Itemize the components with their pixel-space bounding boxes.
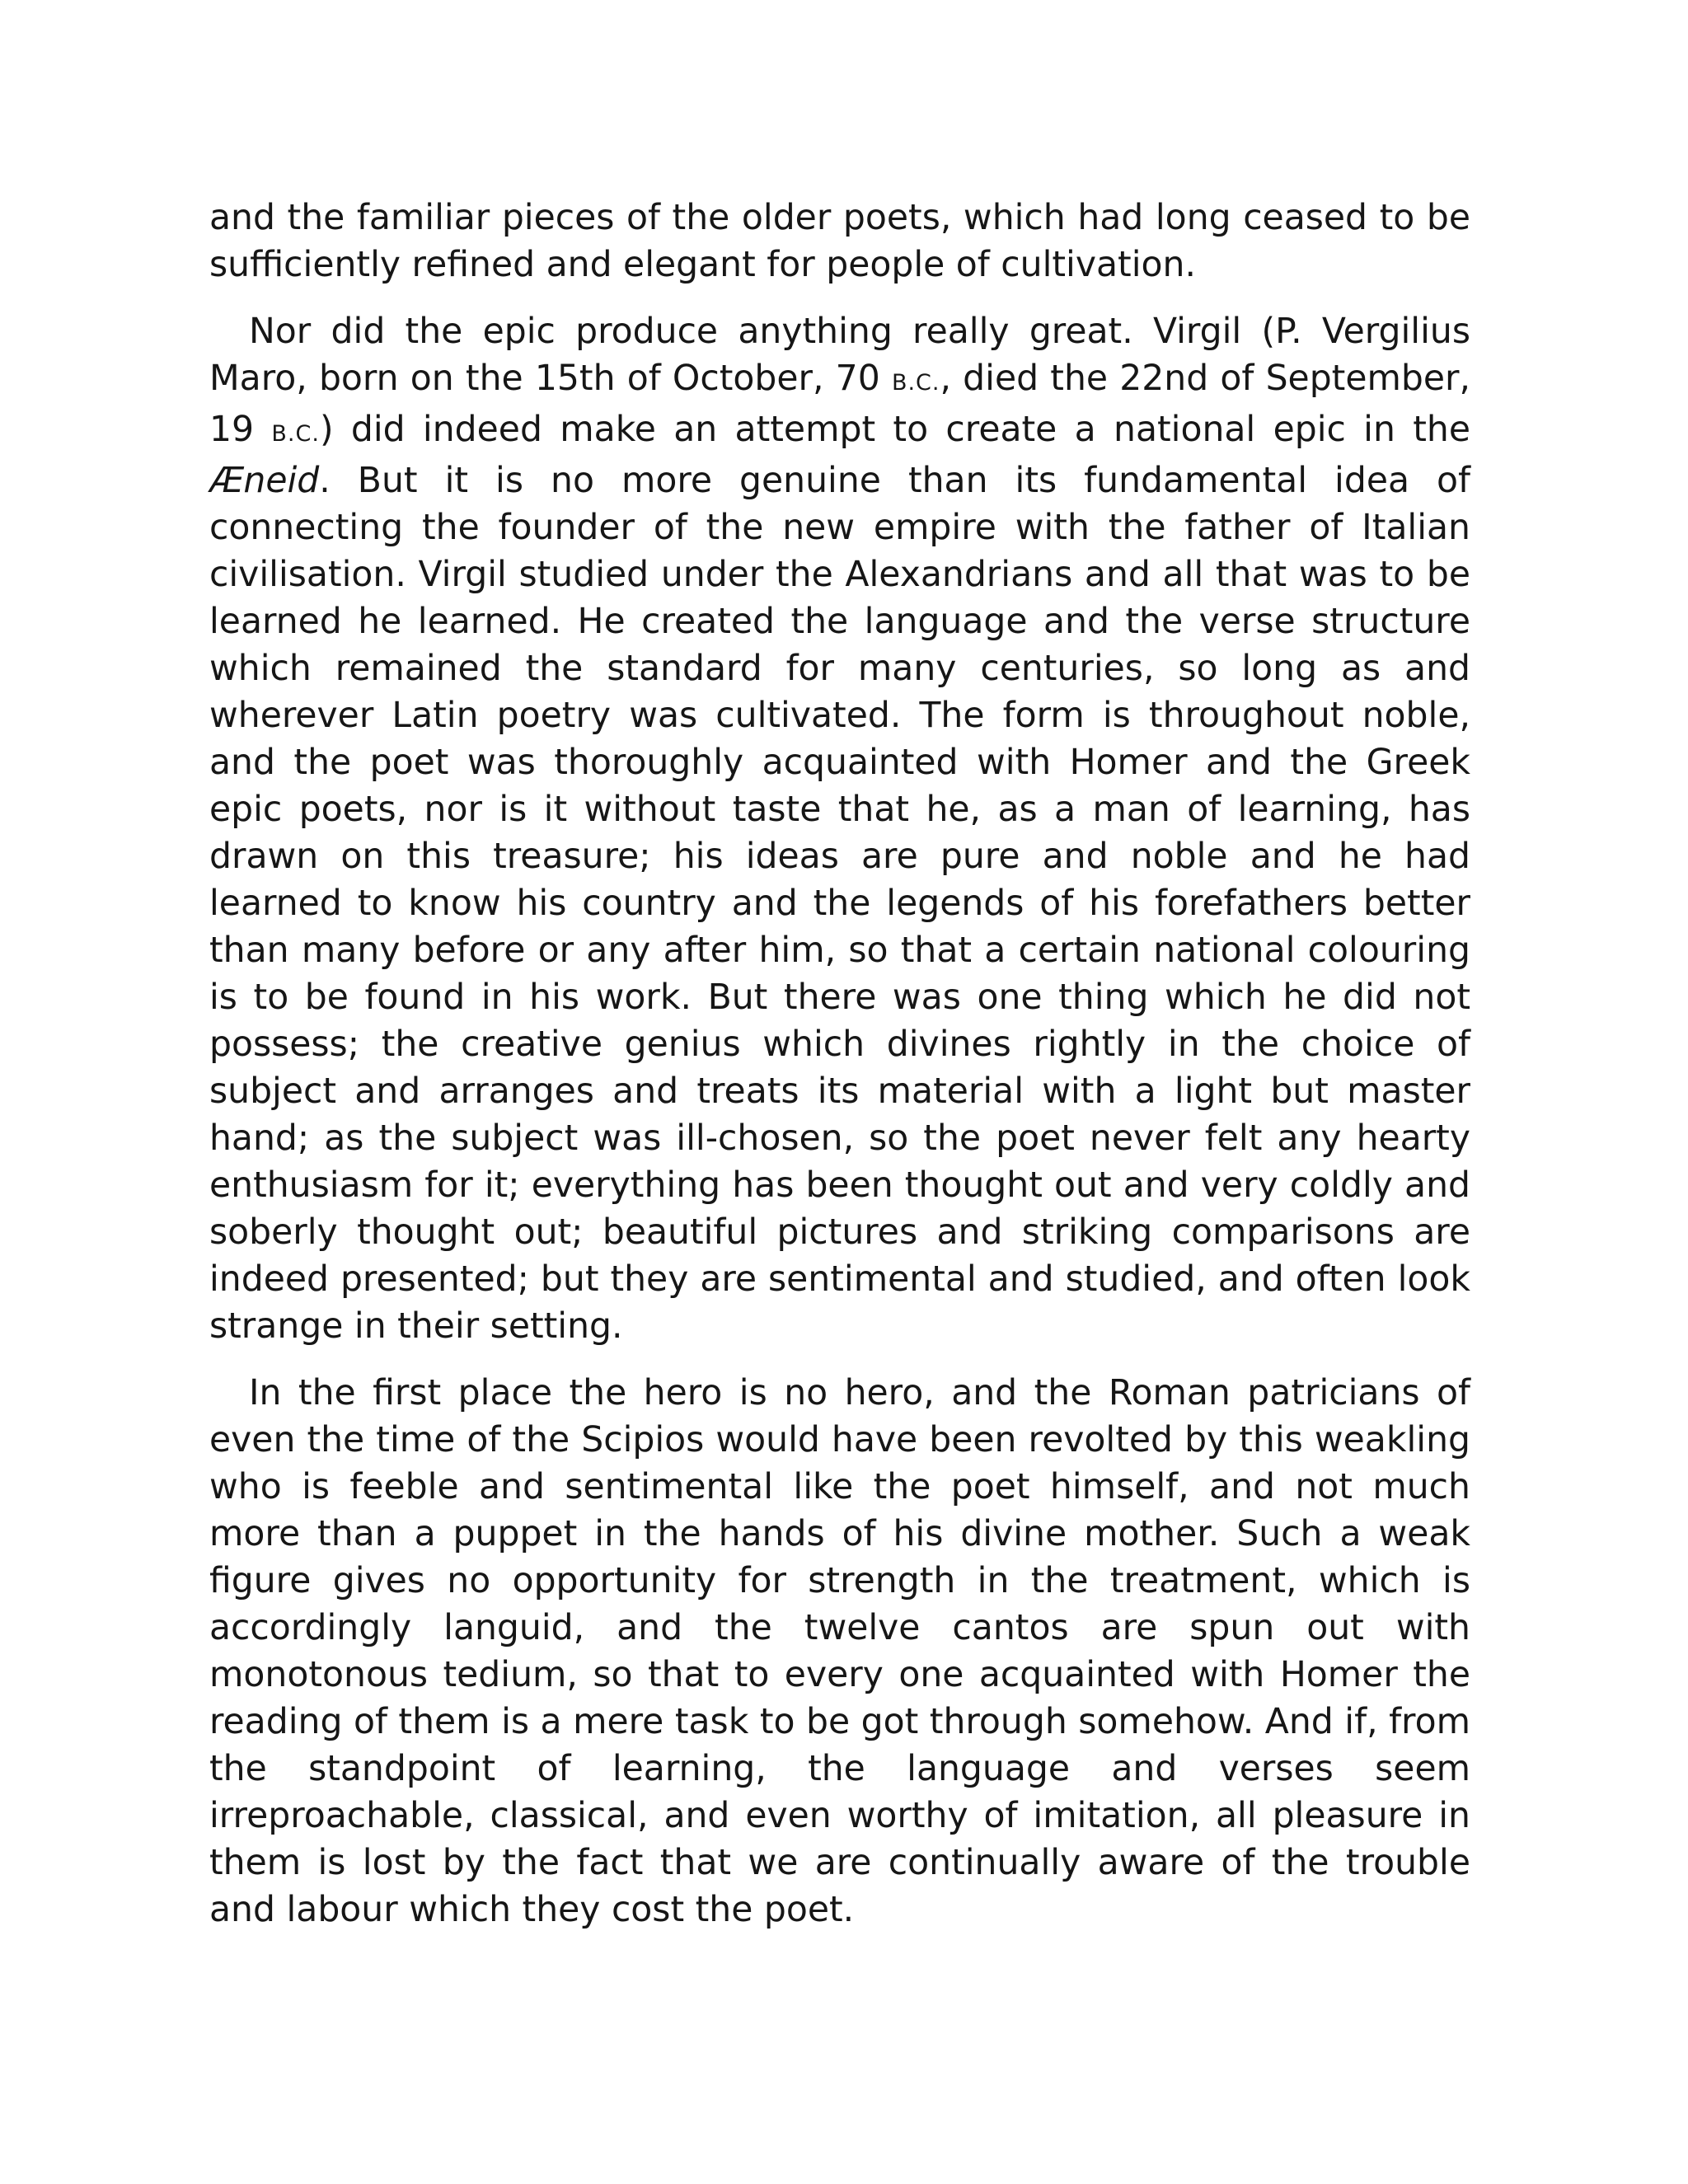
paragraph-2-text-d: . But it is no more genuine than its fundamental idea of connecting the founder of the new empire with the father of Italian civilisation. Virgil studied under the Alexandrians and all that was to be learned he learned. He created the language and the verse structure which remained the standard for many centuries, so long as and wherever Latin poetry was cultivated. The form is throughout noble, and the poet was thoroughly acquainted with Homer and the Greek epic poets, nor is it without taste that he, as a man of learning, has drawn on this treasure; his ideas are pure and noble and he had learned to know his country and the legends of his forefathers better than many before or any after him, so that a certain national colouring is to be found in his work. But there was one thing which he did not possess; the creative genius which divines rightly in the choice of subject and arranges and treats its material with a light but master hand; as the subject was ill-chosen, so the poet never felt any hearty enthusiasm for it; everything has been thought out and very coldly and soberly thought out; beautiful pictures and striking comparisons are indeed presented; but they are sentimental and studied, and often look strange in their setting.: [209, 461, 1470, 1347]
paragraph-2-text-b: , died the 22nd of September, 19: [209, 359, 1470, 450]
paragraph-1: [209, 194, 1470, 288]
work-title-aeneid: Æneid: [209, 461, 320, 501]
page-body: [209, 194, 1470, 1933]
paragraph-2: [209, 308, 1470, 1350]
paragraph-2-text-c: ) did indeed make an attempt to create a national epic in the: [319, 410, 1470, 450]
era-abbreviation: B.C.: [271, 421, 320, 447]
paragraph-3-text: In the first place the hero is no hero, and the Roman patricians of even the time of the Scipios would have been revolted by this weakling who is feeble and sentimental like the poet himself, and not much more than a puppet in the hands of his divine mother. Such a weak figure gives no opportunity for strength in the treatment, which is accordingly languid, and the twelve cantos are spun out with monotonous tedium, so that to every one acquainted with Homer the reading of them is a mere task to be got through somehow. And if, from the standpoint of learning, the language and verses seem irreproachable, classical, and even worthy of imitation, all pleasure in them is lost by the fact that we are continually aware of the trouble and labour which they cost the poet.: [209, 1373, 1470, 1930]
paragraph-3: [209, 1370, 1470, 1933]
paragraph-2-text-a: Nor did the epic produce anything really great. Virgil (P. Vergilius Maro, born on the 15th of October, 70: [209, 312, 1470, 399]
paragraph-1-text: and the familiar pieces of the older poets, which had long ceased to be sufficiently refined and elegant for people of cultivation.: [209, 198, 1470, 285]
era-abbreviation: B.C.: [891, 370, 940, 396]
